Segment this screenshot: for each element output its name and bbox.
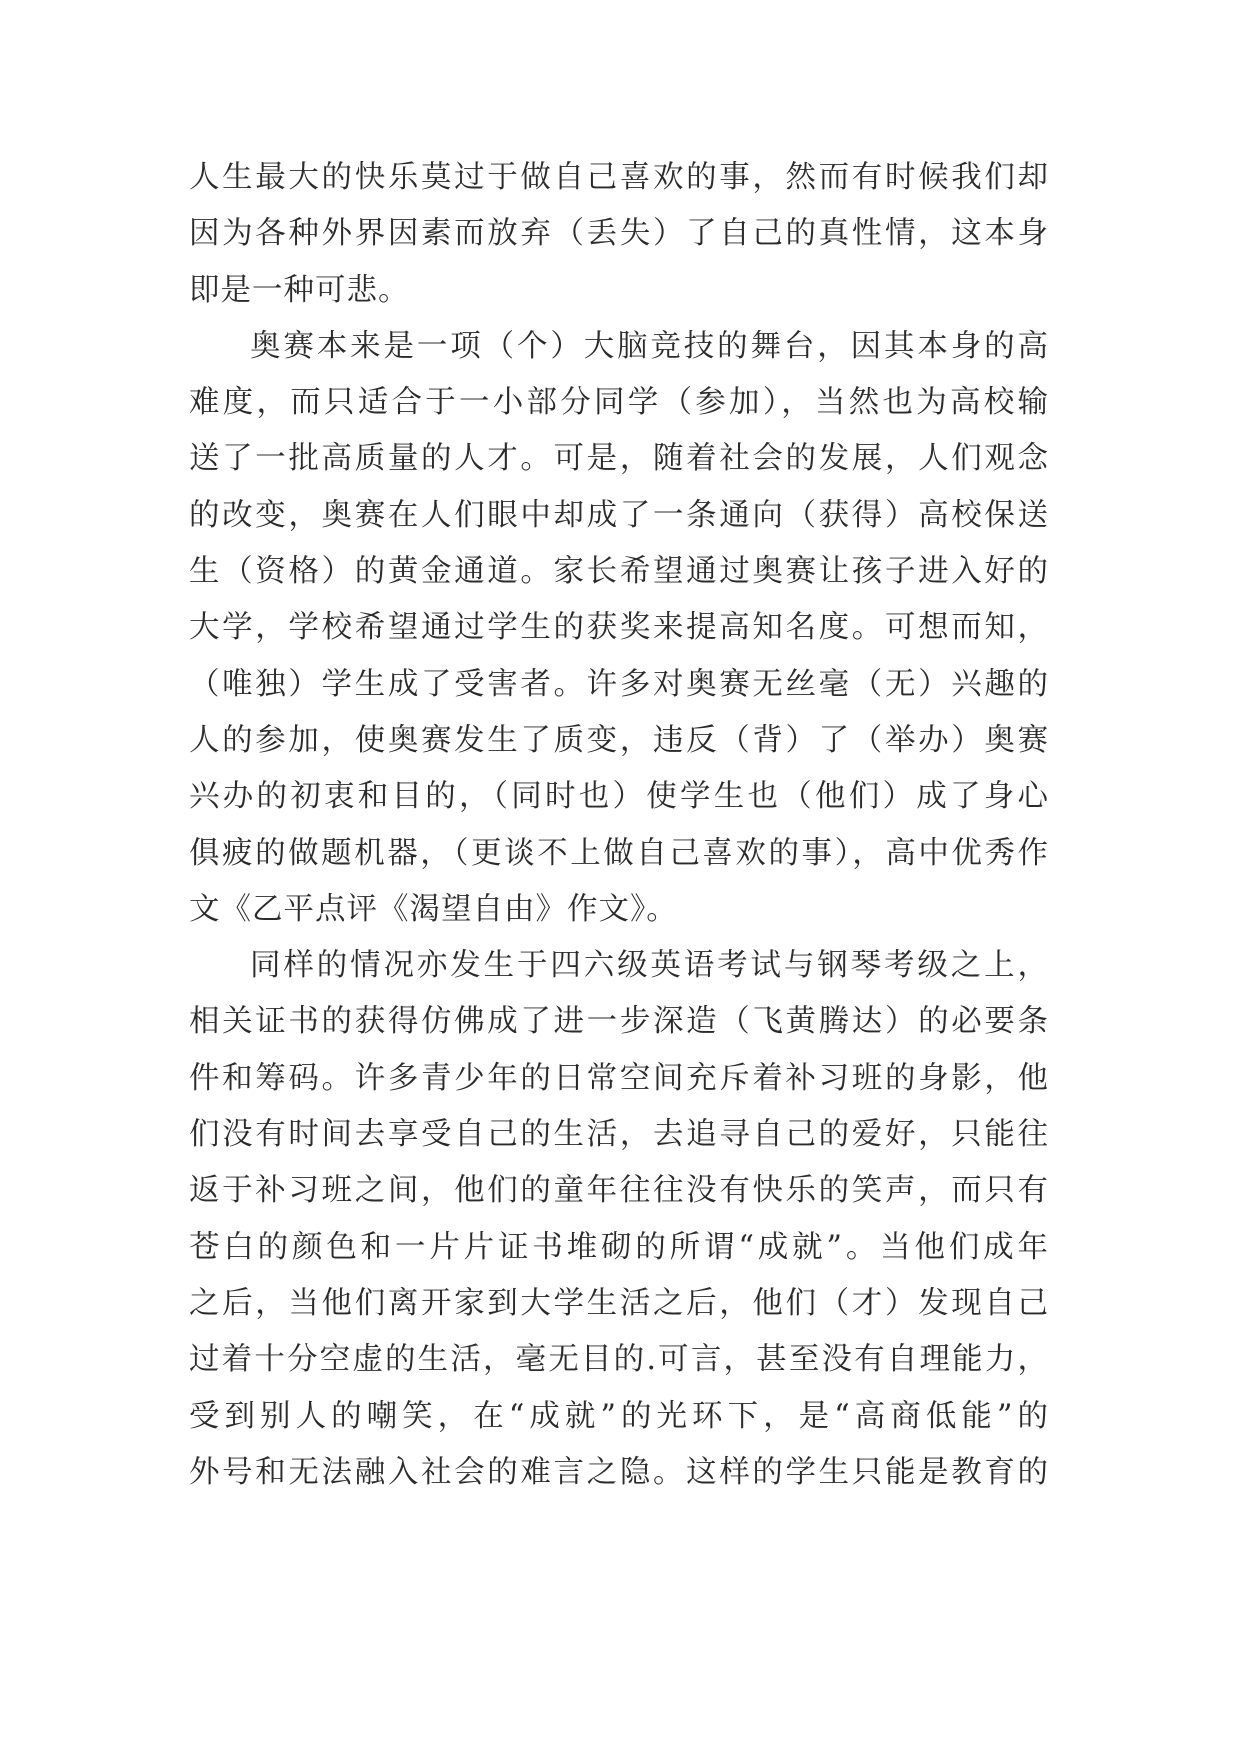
paragraph-2-line-8: 人的参加，使奥赛发生了质变，违反（背）了（举办）奥赛 xyxy=(189,722,1049,758)
paragraph-3-line-8: 过着十分空虚的生活，毫无目的.可言，甚至没有自理能力， xyxy=(189,1342,1049,1378)
paragraph-3-line-4: 们没有时间去享受自己的生活，去追寻自己的爱好，只能往 xyxy=(189,1117,1049,1153)
paragraph-2-line-7: （唯独）学生成了受害者。许多对奥赛无丝毫（无）兴趣的 xyxy=(189,666,1049,702)
paragraph-2-line-10: 俱疲的做题机器，（更谈不上做自己喜欢的事），高中优秀作 xyxy=(189,835,1049,871)
paragraph-3-line-9: 受到别人的嘲笑，在“成就”的光环下，是“高商低能”的 xyxy=(189,1398,1049,1434)
paragraph-2-line-3: 送了一批高质量的人才。可是，随着社会的发展，人们观念 xyxy=(189,441,1049,477)
paragraph-2-line-6: 大学，学校希望通过学生的获奖来提高知名度。可想而知， xyxy=(189,610,1049,646)
paragraph-2-line-11: 文《乙平点评《渴望自由》作文》。 xyxy=(189,891,678,927)
paragraph-2-line-9: 兴办的初衷和目的，（同时也）使学生也（他们）成了身心 xyxy=(189,779,1049,815)
paragraph-3-line-10: 外号和无法融入社会的难言之隐。这样的学生只能是教育的 xyxy=(189,1454,1049,1490)
paragraph-1-line-3: 即是一种可悲。 xyxy=(189,272,410,308)
paragraph-3-line-3: 件和筹码。许多青少年的日常空间充斥着补习班的身影，他 xyxy=(189,1060,1049,1096)
paragraph-2-line-2: 难度，而只适合于一小部分同学（参加），当然也为高校输 xyxy=(189,385,1049,421)
paragraph-2-line-1: 奥赛本来是一项（个）大脑竞技的舞台，因其本身的高 xyxy=(250,328,1049,364)
paragraph-1-line-2: 因为各种外界因素而放弃（丢失）了自己的真性情，这本身 xyxy=(189,216,1049,252)
paragraph-3-line-1: 同样的情况亦发生于四六级英语考试与钢琴考级之上， xyxy=(250,948,1049,984)
paragraph-2-line-4: 的改变，奥赛在人们眼中却成了一条通向（获得）高校保送 xyxy=(189,497,1049,533)
paragraph-3-line-2: 相关证书的获得仿佛成了进一步深造（飞黄腾达）的必要条 xyxy=(189,1004,1049,1040)
paragraph-1-line-1: 人生最大的快乐莫过于做自己喜欢的事，然而有时候我们却 xyxy=(189,160,1049,195)
paragraph-3-line-7: 之后，当他们离开家到大学生活之后，他们（才）发现自己 xyxy=(189,1285,1049,1321)
paragraph-3-line-5: 返于补习班之间，他们的童年往往没有快乐的笑声，而只有 xyxy=(189,1173,1049,1209)
body-text xyxy=(189,150,1049,1501)
paragraph-2-line-5: 生（资格）的黄金通道。家长希望通过奥赛让孩子进入好的 xyxy=(189,554,1049,590)
paragraph-3-line-6: 苍白的颜色和一片片证书堆砌的所谓“成就”。当他们成年 xyxy=(189,1229,1049,1265)
